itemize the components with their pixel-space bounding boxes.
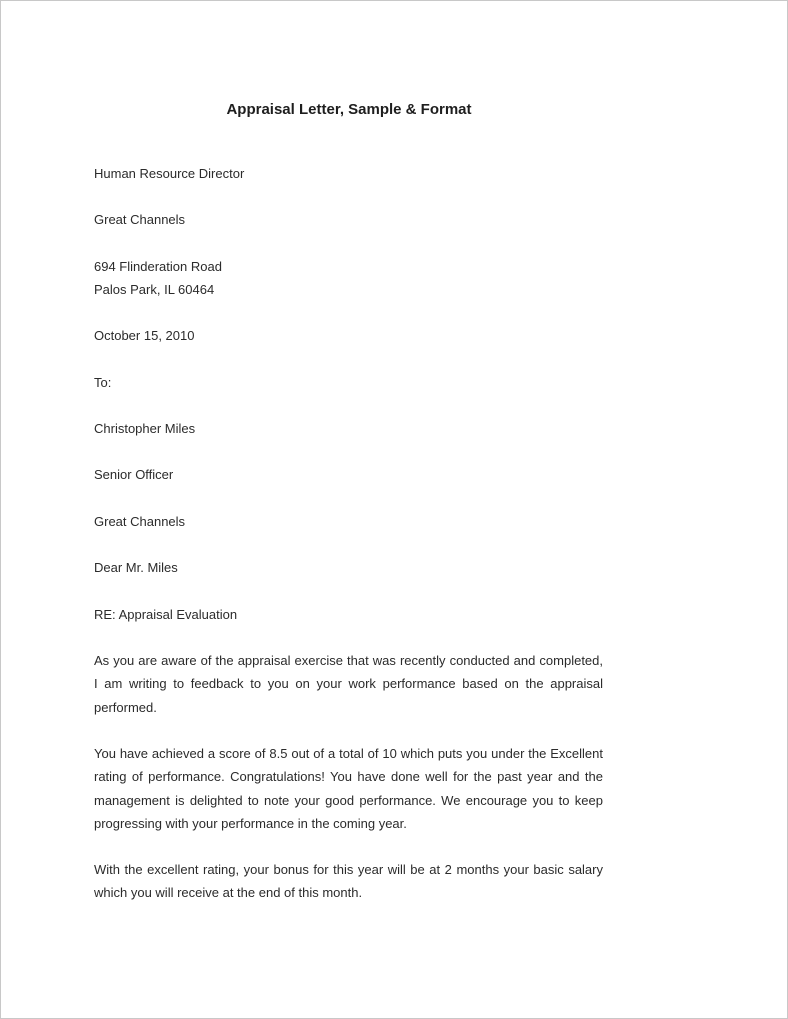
- to-label: To:: [94, 375, 112, 390]
- recipient-company: Great Channels: [94, 514, 186, 529]
- sender-role: Human Resource Director: [94, 166, 245, 181]
- page-title: Appraisal Letter, Sample & Format: [226, 101, 472, 118]
- sender-company: Great Channels: [94, 212, 186, 227]
- body-paragraph-1: As you are aware of the appraisal exercise that was recently conducted and completed, I am writing to feedback to you on your work performance based on the appraisal performed.: [94, 653, 603, 715]
- body-paragraph-3: With the excellent rating, your bonus for this year will be at 2 months your basic salary which you will receive at the end of this month.: [94, 862, 603, 901]
- letter-date: October 15, 2010: [94, 328, 195, 343]
- recipient-title: Senior Officer: [94, 467, 174, 482]
- subject-line: RE: Appraisal Evaluation: [94, 607, 238, 622]
- sender-address-line2: Palos Park, IL 60464: [94, 282, 215, 297]
- recipient-name: Christopher Miles: [94, 421, 196, 436]
- salutation: Dear Mr. Miles: [94, 560, 178, 575]
- sender-address-line1: 694 Flinderation Road: [94, 259, 222, 274]
- body-paragraph-2: You have achieved a score of 8.5 out of a total of 10 which puts you under the Excellent rating of performance. Congratulations! You have done well for the past year and the management is delighted to note your good performance. We encourage you to keep progressing with your performance in the coming year.: [94, 746, 603, 831]
